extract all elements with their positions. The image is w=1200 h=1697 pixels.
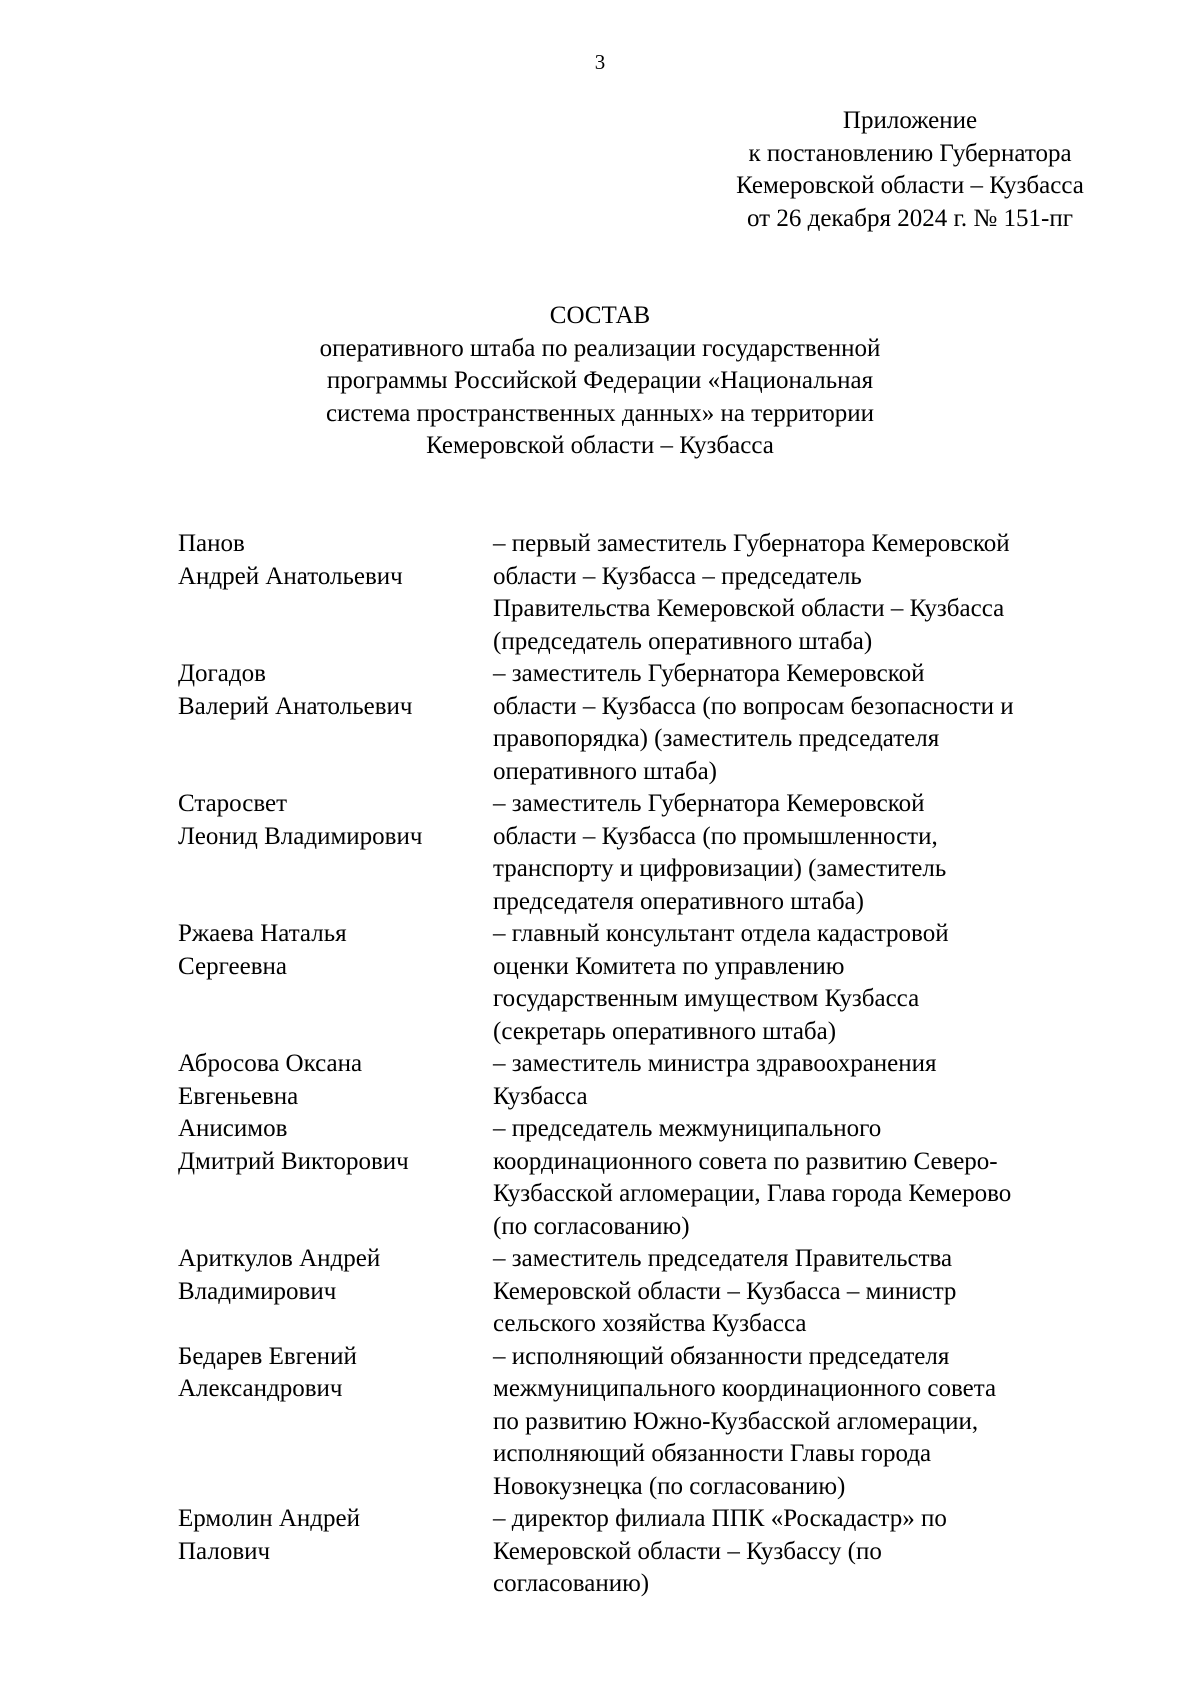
member-role	[493, 788, 1118, 918]
appendix-line: от 26 декабря 2024 г. № 151-пг	[747, 204, 1073, 232]
member-name-line: Панов	[178, 530, 245, 557]
member-role-line: транспорту и цифровизации) (заместитель	[493, 855, 947, 882]
member-row	[178, 528, 1118, 658]
member-role-line: Кузбасской агломерации, Глава города Кемерово	[493, 1180, 1012, 1207]
member-role-line: исполняющий обязанности Главы города	[493, 1440, 932, 1467]
member-role-line: области – Кузбасса (по вопросам безопасности и	[493, 692, 1014, 720]
member-role-line: межмуниципального координационного совета	[493, 1375, 997, 1402]
member-row	[178, 1503, 1118, 1601]
member-name	[178, 1503, 493, 1601]
member-name	[178, 1048, 493, 1113]
member-role-line: – директор филиала ППК «Роскадастр» по	[493, 1505, 947, 1532]
member-role-line: оценки Комитета по управлению	[493, 952, 845, 980]
member-role-line: – заместитель министра здравоохранения	[493, 1050, 937, 1077]
member-name-line: Евгеньевна	[178, 1082, 299, 1110]
member-row	[178, 918, 1118, 1048]
member-role-line: Кузбасса	[493, 1082, 588, 1110]
member-role-line: Новокузнецка (по согласованию)	[493, 1472, 846, 1500]
member-name-line: Дмитрий Викторович	[178, 1147, 409, 1175]
member-role-line: государственным имуществом Кузбасса	[493, 985, 920, 1012]
member-name-line: Ржаева Наталья	[178, 920, 347, 947]
member-row	[178, 1113, 1118, 1243]
member-name	[178, 788, 493, 918]
member-role-line: – председатель межмуниципального	[493, 1115, 882, 1142]
member-role-line: Кемеровской области – Кузбассу (по	[493, 1537, 882, 1565]
title-line: Кемеровской области – Кузбасса	[426, 432, 774, 459]
member-role-line: – первый заместитель Губернатора Кемеровской	[493, 530, 1010, 557]
member-role	[493, 1243, 1118, 1341]
member-role-line: согласованию)	[493, 1570, 650, 1597]
title-line: оперативного штаба по реализации государственной	[319, 334, 881, 362]
member-name-line: Сергеевна	[178, 952, 287, 980]
member-name-line: Палович	[178, 1537, 271, 1565]
member-role	[493, 658, 1118, 788]
member-role-line: (секретарь оперативного штаба)	[493, 1017, 837, 1045]
member-role-line: оперативного штаба)	[493, 757, 718, 785]
member-name	[178, 1113, 493, 1243]
member-role-line: правопорядка) (заместитель председателя	[493, 725, 940, 752]
member-name-line: Валерий Анатольевич	[178, 692, 413, 720]
document-title	[200, 300, 1000, 463]
member-role-line: по развитию Южно-Кузбасской агломерации,	[493, 1407, 979, 1435]
member-name-line: Старосвет	[178, 790, 288, 817]
member-name-line: Леонид Владимирович	[178, 822, 423, 850]
title-heading: СОСТАВ	[549, 302, 651, 329]
member-row	[178, 1243, 1118, 1341]
members-list	[178, 528, 1118, 1601]
member-role-line: – главный консультант отдела кадастровой	[493, 920, 949, 947]
member-role	[493, 1113, 1118, 1243]
member-role-line: – заместитель председателя Правительства	[493, 1245, 953, 1272]
member-role-line: координационного совета по развитию Северо-	[493, 1147, 998, 1175]
member-name-line: Владимирович	[178, 1277, 337, 1305]
title-line: программы Российской Федерации «Национальная	[326, 367, 874, 394]
member-name	[178, 658, 493, 788]
member-role-line: сельского хозяйства Кузбасса	[493, 1310, 807, 1337]
member-name-line: Александрович	[178, 1375, 343, 1402]
member-row	[178, 1048, 1118, 1113]
member-role	[493, 1503, 1118, 1601]
member-name-line: Ермолин Андрей	[178, 1505, 360, 1532]
member-role-line: – заместитель Губернатора Кемеровской	[493, 790, 925, 817]
member-role	[493, 918, 1118, 1048]
member-role-line: (по согласованию)	[493, 1212, 690, 1240]
member-name-line: Догадов	[178, 660, 266, 687]
appendix-line: Кемеровской области – Кузбасса	[736, 172, 1084, 199]
member-role-line: – исполняющий обязанности председателя	[493, 1342, 950, 1370]
member-row	[178, 788, 1118, 918]
member-name	[178, 1341, 493, 1504]
title-line: система пространственных данных» на территории	[325, 399, 875, 427]
member-role	[493, 1048, 1118, 1113]
member-role-line: (председатель оперативного штаба)	[493, 627, 873, 655]
member-row	[178, 658, 1118, 788]
member-role-line: области – Кузбасса (по промышленности,	[493, 822, 938, 850]
member-name-line: Ариткулов Андрей	[178, 1245, 381, 1272]
member-role-line: Кемеровской области – Кузбасса – министр	[493, 1277, 957, 1305]
member-name	[178, 528, 493, 658]
member-name-line: Абросова Оксана	[178, 1050, 363, 1077]
member-name	[178, 918, 493, 1048]
member-row	[178, 1341, 1118, 1504]
member-name-line: Бедарев Евгений	[178, 1342, 357, 1370]
member-role-line: – заместитель Губернатора Кемеровской	[493, 660, 925, 687]
member-role	[493, 528, 1118, 658]
appendix-line: к постановлению Губернатора	[748, 139, 1072, 167]
page-number: 3	[594, 50, 606, 74]
member-role-line: области – Кузбасса – председатель	[493, 562, 862, 590]
appendix-line: Приложение	[842, 107, 978, 134]
member-role-line: председателя оперативного штаба)	[493, 887, 864, 915]
member-name-line: Андрей Анатольевич	[178, 562, 403, 590]
member-role	[493, 1341, 1118, 1504]
member-name	[178, 1243, 493, 1341]
member-role-line: Правительства Кемеровской области – Кузбасса	[493, 595, 1005, 622]
member-name-line: Анисимов	[178, 1115, 288, 1142]
appendix-header	[700, 105, 1120, 235]
